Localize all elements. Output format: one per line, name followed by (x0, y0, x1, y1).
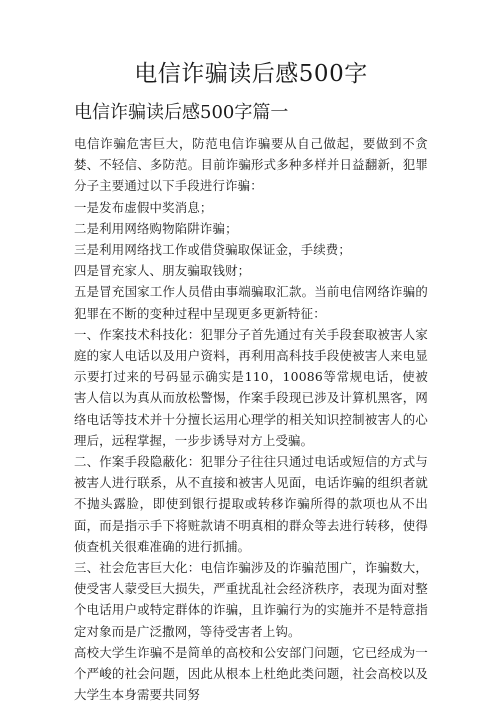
closing-paragraph: 高校大学生诈骗不是简单的高校和公安部门问题，它已经成为一个严峻的社会问题，因此从根本上杜绝此类问题，社会高校以及大学生本身需要共同努 (74, 644, 428, 703)
intro-paragraph: 电信诈骗危害巨大，防范电信诈骗要从自己做起，要做到不贪婪、不轻信、多防范。目前诈骗形式多种多样并日益翻新，犯罪分子主要通过以下手段进行诈骗： (74, 136, 428, 194)
feature-paragraph-2: 二、作案手段隐蔽化：犯罪分子往往只通过电话或短信的方式与被害人进行联系，从不直接和被害人见面，电话诈骗的组织者就不抛头露脸，即使到银行提取或转移诈骗所得的款项也从不出面，而是指示手下将赃款请不明真相的群众等去进行转移，使得侦查机关很难准确的进行抓捕。 (74, 454, 428, 554)
method-item-4: 四是冒充家人、朋友骗取钱财； (74, 263, 251, 279)
document-body (74, 133, 428, 705)
section-heading: 电信诈骗读后感500字篇一 (74, 102, 289, 123)
method-item-3: 三是利用网络找工作或借贷骗取保证金，手续费； (74, 242, 351, 258)
method-item-2: 二是利用网络购物陷阱诈骗； (74, 220, 238, 236)
method-item-5: 五是冒充国家工作人员借由事端骗取汇款。当前电信网络诈骗的犯罪在不断的变种过程中呈现更多更新特征： (74, 284, 428, 321)
method-item-1: 一是发布虚假中奖消息； (74, 199, 213, 215)
feature-paragraph-3: 三、社会危害巨大化：电信诈骗涉及的诈骗范围广，诈骗数大，使受害人蒙受巨大损失，严重扰乱社会经济秩序，表现为面对整个电话用户或特定群体的诈骗，且诈骗行为的实施并不是特意指定对象而是广泛撒网，等待受害者上钩。 (74, 560, 428, 639)
document-title: 电信诈骗读后感500字 (134, 61, 368, 87)
feature-paragraph-1: 一、作案技术科技化：犯罪分子首先通过有关手段套取被害人家庭的家人电话以及用户资料，再利用高科技手段使被害人来电显示要打过来的号码显示确实是110，10086等常规电话，使被害人信以为真从而放松警惕，作案手段现已涉及计算机黑客，网络电话等技术并十分擅长运用心理学的相关知识控制被害人的心理后，远程掌握，一步步诱导对方上受骗。 (74, 326, 428, 448)
